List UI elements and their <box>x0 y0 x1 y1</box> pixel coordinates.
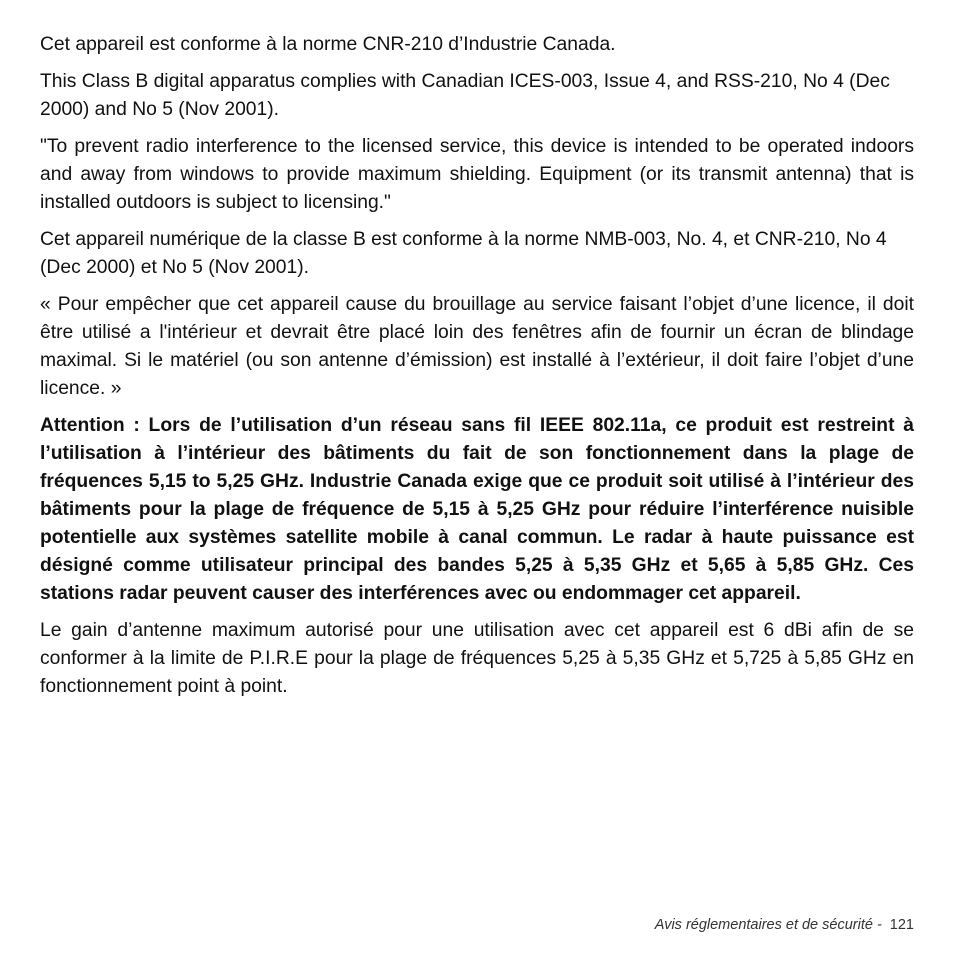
footer-section-title: Avis réglementaires et de sécurité - <box>654 917 882 933</box>
page-footer <box>655 917 914 933</box>
paragraph-nmb003-fr: Cet appareil numérique de la classe B est conforme à la norme NMB-003, No. 4, et CNR-210, No 4 (Dec 2000) et No 5 (Nov 2001). <box>40 229 887 278</box>
paragraph-attention-warning: Attention : Lors de l’utilisation d’un réseau sans fil IEEE 802.11a, ce produit est restreint à l’utilisation à l’intérieur des bâtiments du fait de son fonctionnement dans la plage de fréquences 5,15 to 5,25 GHz. Industrie Canada exige que ce produit soit utilisé à l’intérieur des bâtiments pour la plage de fréquence de 5,15 à 5,25 GHz pour réduire l’interférence nuisible potentielle aux systèmes satellite mobile à canal commun. Le radar à haute puissance est désigné comme utilisateur principal des bandes 5,25 à 5,35 GHz et 5,65 à 5,85 GHz. Ces stations radar peuvent causer des interférences avec ou endommager cet appareil. <box>40 415 914 604</box>
paragraph-brouillage-fr: « Pour empêcher que cet appareil cause du brouillage au service faisant l’objet d’une licence, il doit être utilisé a l'intérieur et devrait être placé loin des fenêtres afin de fournir un écran de blindage maximal. Si le matériel (ou son antenne d’émission) est installé à l’extérieur, il doit faire l’objet d’une licence. » <box>40 294 914 399</box>
document-body <box>40 31 914 710</box>
paragraph-ices003-en: This Class B digital apparatus complies with Canadian ICES-003, Issue 4, and RSS-210, No 4 (Dec 2000) and No 5 (Nov 2001). <box>40 71 890 120</box>
paragraph-antenna-gain: Le gain d’antenne maximum autorisé pour une utilisation avec cet appareil est 6 dBi afin de se conformer à la limite de P.I.R.E pour la plage de fréquences 5,25 à 5,35 GHz et 5,725 à 5,85 GHz en fonctionnement point à point. <box>40 620 914 697</box>
page-number: 121 <box>889 917 914 933</box>
paragraph-cnr210-fr: Cet appareil est conforme à la norme CNR-210 d’Industrie Canada. <box>40 34 616 55</box>
paragraph-radio-interference-en: "To prevent radio interference to the licensed service, this device is intended to be operated indoors and away from windows to provide maximum shielding. Equipment (or its transmit antenna) that is installed outdoors is subject to licensing." <box>40 136 914 213</box>
